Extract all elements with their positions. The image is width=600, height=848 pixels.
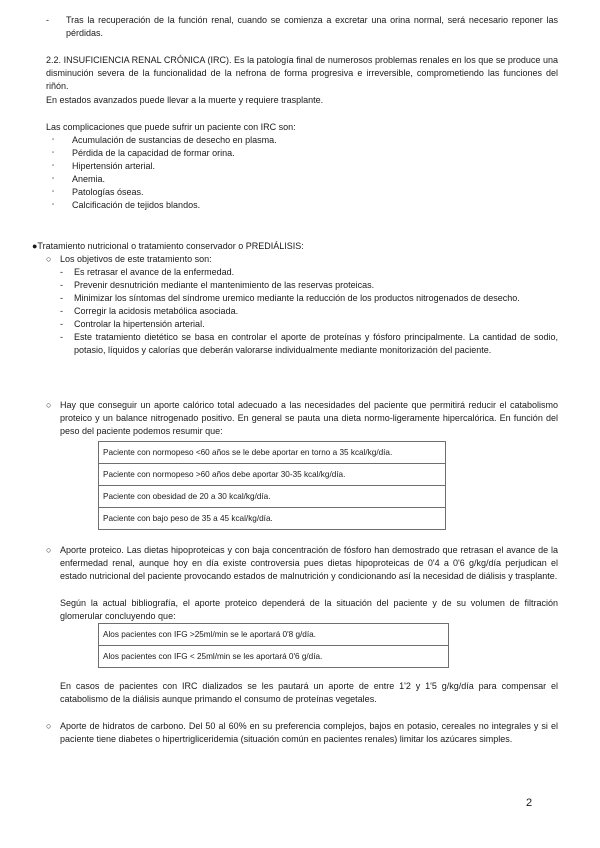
irc-advanced-stage-text: En estados avanzados puede llevar a la muerte y requiere trasplante.: [46, 95, 324, 105]
table-row: Paciente con normopeso <60 años se le debe aportar en torno a 35 kcal/kg/día.: [99, 442, 446, 464]
protein-table: [98, 623, 449, 668]
dash-marker: -: [60, 332, 63, 342]
table-row: Alos pacientes con IFG >25ml/min se le aportará 0'8 g/día.: [99, 624, 449, 646]
renal-recovery-text: Tras la recuperación de la función renal, cuando se comienza a excretar una orina normal, será necesario reponer las pérdidas.: [66, 15, 558, 38]
protein-bibliography-text: Según la actual bibliografía, el aporte proteico dependerá de la situación del paciente y de su volumen de filtración glomerular concluyendo que:: [60, 598, 558, 621]
complications-list: [52, 134, 552, 212]
caloric-text: Hay que conseguir un aporte calórico total adecuado a las necesidades del paciente que permitirá reducir el catabolismo proteico y un balance nitrogenado positivo. En general se pauta una dieta normo-ligeramente hipercalórica. En función del peso del paciente podemos resumir que:: [60, 400, 558, 436]
list-item: ▫ Acumulación de sustancias de desecho en plasma.: [52, 135, 277, 145]
square-bullet-icon: ▫: [52, 202, 55, 208]
dash-marker: -: [60, 319, 63, 329]
list-item: ▫ Hipertensión arterial.: [52, 161, 156, 171]
list-item: ▫ Calcificación de tejidos blandos.: [52, 200, 201, 210]
dash-marker: -: [46, 15, 49, 25]
table-row: Paciente con bajo peso de 35 a 45 kcal/kg/día.: [99, 508, 446, 530]
page-number: 2: [526, 797, 533, 809]
dialysis-text: En casos de pacientes con IRC dializados se les pautará un aporte de entre 1'2 y 1'5 g/kg/día para compensar el catabolismo de la diálisis aunque primando el consumo de proteínas vegetales.: [60, 681, 558, 704]
list-item: ▫ Patologías óseas.: [52, 187, 144, 197]
square-bullet-icon: ▫: [52, 176, 55, 182]
protein-text: Aporte proteico. Las dietas hipoproteicas y con baja concentración de fósforo han demostrado que retrasan el avance de la enfermedad renal, aunque hoy en día existe controversia pues dietas hipoproteicas de 0'4 a 0'6 g/kg/día perjudican el estado nutricional del paciente provocando estados de malnutrición y condicionando así la necesidad de diálisis y trasplante.: [60, 545, 558, 581]
carbs-item: [46, 720, 558, 746]
objectives-intro: Los objetivos de este tratamiento son:: [60, 254, 212, 264]
list-item: - Es retrasar el avance de la enfermedad.: [60, 267, 235, 277]
dash-marker: -: [60, 306, 63, 316]
treatment-heading: ●Tratamiento nutricional o tratamiento conservador o PREDIÁLISIS:: [32, 241, 304, 251]
table-row: Paciente con normopeso >60 años debe aportar 30-35 kcal/kg/día.: [99, 464, 446, 486]
table-row: Paciente con obesidad de 20 a 30 kcal/kg/día.: [99, 486, 446, 508]
square-bullet-icon: ▫: [52, 163, 55, 169]
list-item: - Corregir la acidosis metabólica asociada.: [60, 306, 239, 316]
list-item: - Este tratamiento dietético se basa en controlar el aporte de proteínas y fósforo principalmente. La cantidad de sodio, potasio, líquidos y calorías que deberán valorarse individualmente mediante monitorización del paciente.: [60, 332, 558, 355]
list-item: ▫ Anemia.: [52, 174, 106, 184]
list-item: ▫ Pérdida de la capacidad de formar orina.: [52, 148, 235, 158]
list-item: - Controlar la hipertensión arterial.: [60, 319, 205, 329]
renal-recovery-item: [46, 14, 558, 40]
carbs-text: Aporte de hidratos de carbono. Del 50 al 60% en su preferencia complejos, bajos en potasio, cereales no integrales y si el paciente tiene diabetes o hipertrigliceridemia (situación común en pacientes renales) limitar los azúcares simples.: [60, 721, 558, 744]
square-bullet-icon: ▫: [52, 137, 55, 143]
circle-bullet-icon: ○: [46, 721, 52, 731]
caloric-table: [98, 441, 446, 530]
dash-marker: -: [60, 267, 63, 277]
dash-marker: -: [60, 280, 63, 290]
circle-bullet-icon: ○: [46, 545, 52, 555]
protein-item: [46, 544, 558, 583]
objectives-intro-item: [46, 253, 558, 266]
complications-intro: Las complicaciones que puede sufrir un paciente con IRC son:: [46, 122, 296, 132]
square-bullet-icon: ▫: [52, 189, 55, 195]
circle-bullet-icon: ○: [46, 254, 52, 264]
irc-heading-paragraph: 2.2. INSUFICIENCIA RENAL CRÓNICA (IRC). Es la patología final de numerosos problemas renales en los que se produce una disminución severa de la funcionalidad de la nefrona de forma progresiva e irreversible, comprometiendo las funciones del riñón.: [46, 55, 558, 91]
dash-marker: -: [60, 293, 63, 303]
list-item: - Prevenir desnutrición mediante el mantenimiento de las reservas proteicas.: [60, 280, 375, 290]
objectives-list: [60, 266, 558, 357]
square-bullet-icon: ▫: [52, 150, 55, 156]
caloric-item: [46, 399, 558, 438]
table-row: Alos pacientes con IFG < 25ml/min se les aportará 0'6 g/día.: [99, 646, 449, 668]
list-item: - Minimizar los síntomas del síndrome uremico mediante la reducción de los productos nitrogenados de desecho.: [60, 293, 520, 303]
circle-bullet-icon: ○: [46, 400, 52, 410]
